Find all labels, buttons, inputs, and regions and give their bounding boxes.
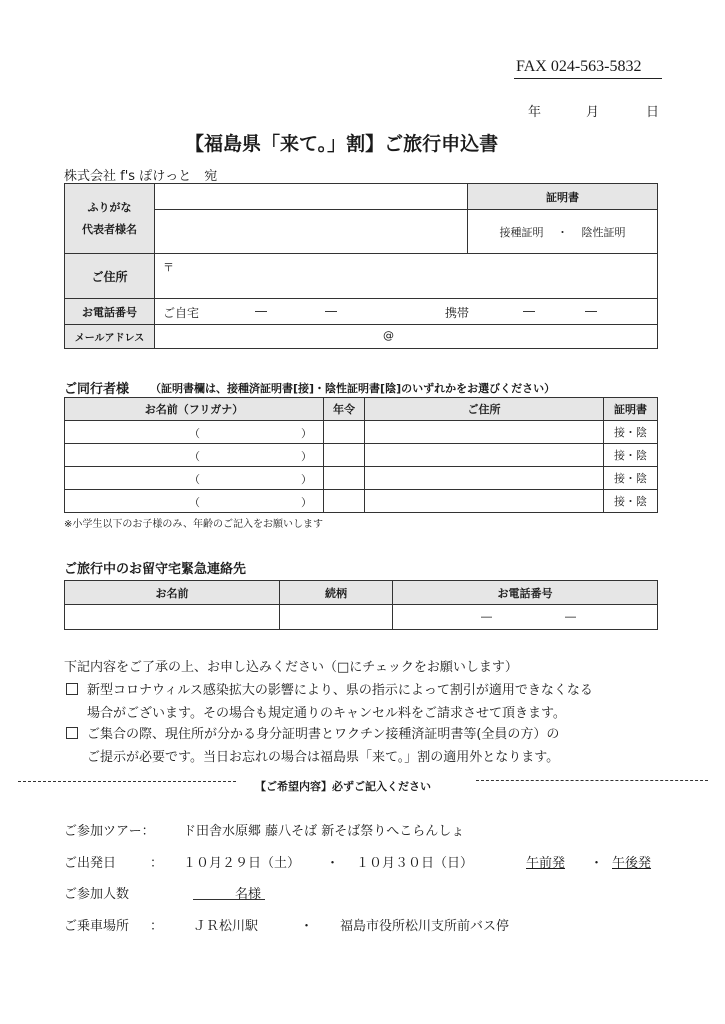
representative-table	[64, 183, 658, 349]
email-at-mark: @	[383, 329, 394, 342]
home-label: ご自宅	[163, 306, 200, 320]
companion-address-field[interactable]	[365, 490, 604, 513]
divider-left	[18, 781, 236, 782]
companion-name-field[interactable]	[65, 421, 324, 444]
companion-row	[65, 444, 658, 467]
companion-age-field[interactable]	[324, 467, 365, 490]
addressee: 株式会社 f's ぽけっと 宛	[64, 169, 218, 184]
paren-close: ）	[301, 427, 312, 440]
phone-label: お電話番号	[65, 299, 155, 325]
emergency-header-phone: お電話番号	[393, 581, 658, 605]
companion-age-field[interactable]	[324, 421, 365, 444]
date-day: 日	[646, 105, 660, 120]
fax-number: FAX 024-563-5832	[516, 58, 642, 75]
emergency-table	[64, 580, 658, 630]
mobile-dash-2: ―	[585, 304, 597, 318]
emergency-dash-1: ―	[481, 610, 492, 623]
emergency-header-name: お名前	[65, 581, 280, 605]
companion-cert-choice[interactable]: 接・陰	[604, 467, 658, 490]
address-field[interactable]	[155, 254, 658, 299]
companion-address-field[interactable]	[365, 467, 604, 490]
postal-mark: 〒	[163, 261, 174, 274]
furigana-label: ふりがな	[87, 200, 132, 214]
companion-row	[65, 421, 658, 444]
divider-right	[476, 780, 708, 781]
companion-name-field[interactable]	[65, 490, 324, 513]
paren-close: ）	[301, 473, 312, 486]
tour-value: ド田舎水原郷 藤八そば 新そば祭りへこらんしょ	[183, 824, 465, 839]
companion-name-field[interactable]	[65, 444, 324, 467]
emergency-heading: ご旅行中のお留守宅緊急連絡先	[64, 562, 247, 577]
depart-afternoon[interactable]: 午後発	[612, 856, 652, 871]
companions-header-age: 年令	[324, 398, 365, 421]
depart-separator: ・	[326, 856, 340, 871]
paren-close: ）	[301, 496, 312, 509]
companion-row	[65, 467, 658, 490]
boarding-place-1[interactable]: ＪＲ松川駅	[193, 919, 259, 934]
furigana-field[interactable]	[155, 184, 468, 210]
rep-name-label-cell	[65, 184, 155, 254]
tour-label: ご参加ツアー：	[64, 824, 155, 839]
paren-close: ）	[301, 450, 312, 463]
emergency-name-field[interactable]	[65, 605, 280, 630]
companion-cert-choice[interactable]: 接・陰	[604, 421, 658, 444]
mobile-dash-1: ―	[523, 304, 535, 318]
cert-neg-option[interactable]: 陰性証明	[581, 225, 626, 239]
emergency-dash-2: ―	[565, 610, 576, 623]
companions-header-address: ご住所	[365, 398, 604, 421]
companions-footnote: ※小学生以下のお子様のみ、年齢のご記入をお願いします	[64, 519, 323, 530]
companion-cert-choice[interactable]: 接・陰	[604, 490, 658, 513]
fax-underline	[514, 78, 662, 79]
wish-heading: 【ご希望内容】必ずご記入ください	[255, 780, 431, 793]
page-title: 【福島県「来て。」割】ご旅行申込書	[185, 133, 499, 155]
depart-label: ご出発日	[64, 856, 117, 871]
emergency-header-relation: 続柄	[280, 581, 393, 605]
companion-age-field[interactable]	[324, 444, 365, 467]
consent-checkbox-1[interactable]	[66, 683, 78, 695]
depart-date-1[interactable]: １０月２９日（土）	[183, 856, 301, 871]
address-label: ご住所	[65, 254, 155, 299]
emergency-phone-field[interactable]	[393, 605, 658, 630]
boarding-label: ご乗車場所	[64, 919, 130, 934]
depart-date-2[interactable]: １０月３０日（日）	[356, 856, 474, 871]
companions-table	[64, 397, 658, 513]
people-label: ご参加人数	[64, 887, 130, 902]
certificate-options[interactable]	[468, 210, 658, 254]
date-month: 月	[586, 105, 600, 120]
home-dash-1: ―	[255, 304, 267, 318]
consent-item-2-line-1: ご集合の際、現住所が分かる身分証明書とワクチン接種済証明書等(全員の方）の	[87, 727, 560, 742]
depart-colon: ：	[150, 856, 164, 871]
date-year: 年	[528, 105, 542, 120]
rep-name-field[interactable]	[155, 210, 468, 254]
boarding-colon: ：	[150, 919, 164, 934]
boarding-place-2[interactable]: 福島市役所松川支所前バス停	[340, 919, 510, 934]
cert-separator: ・	[557, 225, 568, 239]
consent-item-1-line-1: 新型コロナウィルス感染拡大の影響により、県の指示によって割引が適用できなくなる	[87, 683, 593, 698]
rep-name-label: 代表者様名	[82, 222, 137, 236]
cert-vax-option[interactable]: 接種証明	[499, 225, 544, 239]
email-label: メールアドレス	[65, 325, 155, 349]
consent-item-1-line-2: 場合がございます。その場合も規定通りのキャンセル料をご請求させて頂きます。	[87, 706, 566, 721]
boarding-separator: ・	[300, 919, 314, 934]
companions-heading: ご同行者様	[64, 382, 130, 397]
depart-time-separator: ・	[590, 856, 604, 871]
email-field[interactable]	[155, 325, 658, 349]
companions-header-name: お名前（フリガナ）	[65, 398, 324, 421]
companions-header-certificate: 証明書	[604, 398, 658, 421]
consent-checkbox-2[interactable]	[66, 727, 78, 739]
paren-open: （	[189, 450, 200, 463]
companion-address-field[interactable]	[365, 421, 604, 444]
consent-intro: 下記内容をご了承の上、お申し込みください（□にチェックをお願いします）	[64, 660, 518, 675]
companions-note: （証明書欄は、接種済証明書[接]・陰性証明書[陰]のいずれかをお選びください）	[150, 382, 556, 395]
paren-open: （	[189, 473, 200, 486]
people-unit: 名様	[235, 887, 262, 902]
companion-name-field[interactable]	[65, 467, 324, 490]
consent-item-2-line-2: ご提示が必要です。当日お忘れの場合は福島県「来て。」割の適用外となります。	[87, 750, 560, 765]
depart-morning[interactable]: 午前発	[526, 856, 566, 871]
paren-open: （	[189, 496, 200, 509]
emergency-relation-field[interactable]	[280, 605, 393, 630]
certificate-header: 証明書	[468, 184, 658, 210]
home-dash-2: ―	[325, 304, 337, 318]
phone-field[interactable]	[155, 299, 658, 325]
companion-age-field[interactable]	[324, 490, 365, 513]
paren-open: （	[189, 427, 200, 440]
companion-row	[65, 490, 658, 513]
mobile-label: 携帯	[445, 306, 470, 320]
companion-address-field[interactable]	[365, 444, 604, 467]
companion-cert-choice[interactable]: 接・陰	[604, 444, 658, 467]
